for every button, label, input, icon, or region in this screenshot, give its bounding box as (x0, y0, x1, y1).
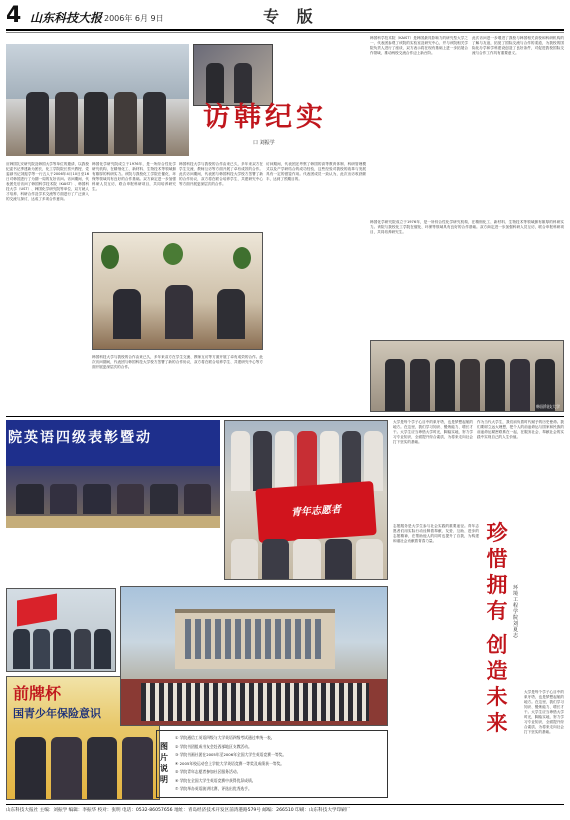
article-korea-col-2: 韩国化学研究院成立于1976年，是一所综合性化学研究机构，在精细化工、新材料、生物技术等领域拥有雄厚的科研实力。该院与我校化工学院在催化、环保等领域具有良好的合作基础。双方商定进一步加强科研人员互访，联合申报科研项目，共同培养研究生。 (92, 162, 176, 191)
article-volunteer-col-2: 作为当代大学生，我们肩负着时代赋予的历史使命。我们要树立远大理想，把个人的前途命运与国家和民族的前途命运紧密联系在一起，在服务社会、奉献社会的实践中实现自己的人生价值。 (477, 420, 564, 439)
volunteer-title-char: 拥 (486, 573, 508, 597)
footer-rule (6, 804, 564, 805)
header-rule-thin (6, 32, 564, 33)
page-footer: 山东科技大报社 主编：刘振学 编辑：李振华 校对：张明 电话：0532-86057656 地址：青岛经济技术开发区前湾港路579号 邮编：266510 印刷：山东科技大学印刷厂 (6, 808, 351, 813)
caption-item: ③ 学院书画社团在2005年至2006年全国大学生英语竞赛一等奖。 (175, 752, 287, 757)
volunteer-title-char: 来 (486, 711, 508, 735)
article-korea-col-3: 韩国科技大学与我校的合作由来已久，多年来双方在学生交流、教师互访等方面开展了卓有成效的合作。此次访问期间，代表团与韩国科技大学校方签署了新的合作协议，双方将在联合培养学生、共建研究中心等方面开展更深层次的合作。 (179, 162, 263, 186)
section-divider (6, 416, 564, 417)
article-korea-title-block (193, 44, 365, 156)
article-volunteer-title (484, 520, 510, 738)
article-volunteer-col-3: 志愿服务是大学生参与社会实践的重要途径。青年志愿者们用实际行动诠释着奉献、友爱、互助、进步的志愿精神，在帮助他人的同时也提升了自我，为构建和谐社会贡献着青春力量。 (393, 524, 479, 543)
volunteer-title-char: 有 (486, 599, 508, 623)
page-number: 4 (6, 3, 22, 28)
article-korea-col-1: 应韩国礼安研究院及韩国大学等单位的邀请，以我校纪委书记季建新为团长，化工学院院长蔡兴教授、党委副书记刘振学等一行五人于2006年4月10日至16日对韩国进行了为期一周的友好访问。访问期间，代表团先后访问了韩国科学技术院（KAIST）、韩国科技大学（UST）、韩国化学研究院等单位，双方就人才培养、科研合作及学术交流等方面进行了广泛深入的交流与探讨，达成了多项合作意向。 (6, 162, 89, 201)
prize-banner-sub: 国青少年保险意识 (13, 707, 101, 720)
article-korea-col-6: 访问期间，代表团还考察了韩国的高等教育体制、科研管理模式以及产学研结合的成功经验，这些经验对我校的改革与发展具有一定的借鉴作用。代表团成员一致认为，此次出访收获颇丰，达到了预期目的。 (266, 162, 366, 181)
volunteer-title-char: 未 (486, 685, 508, 709)
photo-people-row (26, 92, 166, 154)
caption-item: ④ 2005年校运动会上学院大学英语竞赛一等奖及成绩获一等奖。 (175, 760, 285, 766)
masthead: 山东科技大报 (30, 11, 103, 25)
award-banner: 院英语四级表彰暨动 (8, 430, 152, 446)
volunteer-title-char: 造 (486, 659, 508, 683)
photo-lobby-group (370, 340, 564, 412)
caption-item: ① 学院通信工英语四级与大学英语四级考试通过率统一表。 (175, 735, 275, 740)
photo-talks (92, 232, 263, 350)
issue-date: 2006年 6月 9日 (104, 14, 164, 23)
article-volunteer-col-1: 大学是每个学子心目中的象牙塔，也是梦想起航的地方。在这里，我们学习知识、锻炼能力、增长才干。大学生应当珍惜大学时光，脚踏实地，努力学习专业知识，全面提升综合素质，为将来走向社会打下坚实的基础。 (393, 420, 473, 444)
caption-item: ⑤ 学院青年志愿者参加社区服务活动。 (175, 769, 241, 774)
article-korea-author: 口 刘振学 (253, 140, 275, 146)
header-rule (6, 29, 564, 31)
photo-english-award (6, 420, 220, 528)
photo-building (6, 44, 189, 99)
photo-flag-students (6, 588, 116, 672)
caption-item: ⑥ 学院在全国大学生英语竞赛中获得优异成绩。 (175, 777, 256, 783)
article-volunteer-col-4: 大学是每个学子心目中的象牙塔，也是梦想起航的地方。在这里，我们学习知识、锻炼能力、增长才干。大学生应当珍惜大学时光，脚踏实地，努力学习专业知识，全面提升综合素质，为将来走向社会打下坚实的基础。 (524, 690, 564, 734)
article-korea-col-5: 此次访问进一步增进了我校与韩国相关高校和科研机构的了解与友谊，拓宽了国际交流与合作的渠道，为我校的国际化办学和学科建设创造了良好条件，对促进我校国际交流与合作工作具有重要意义。 (472, 36, 564, 55)
volunteer-flag-text: 青年志愿者 (290, 504, 342, 519)
section-title: 专 版 (263, 7, 319, 26)
captions-label: 图片说明 (160, 742, 168, 784)
caption-item: ② 学院书团组成书友会赴西部地区支教活动。 (175, 743, 252, 749)
volunteer-flag (255, 481, 376, 543)
article-korea-col-7: 韩国化学研究院成立于1976年，是一所综合性化学研究机构，在精细化工、新材料、生物技术等领域拥有雄厚的科研实力。该院与我校化工学院在催化、环保等领域具有良好的合作基础。双方商定进一步加强科研人员互访，联合申报科研项目，共同培养研究生。 (370, 220, 564, 234)
photo-caption-lobby: 韩国科技大学 (536, 404, 560, 409)
photo-volunteer-group (224, 420, 388, 580)
page-header (6, 5, 564, 33)
photo-meeting (193, 44, 273, 106)
caption-item: ⑦ 学院举办英语演讲比赛，评选出优秀选手。 (175, 786, 252, 791)
photo-campus-building (120, 586, 388, 726)
volunteer-title-char: 珍 (486, 521, 508, 545)
photo-delegation-group (6, 44, 189, 156)
volunteer-title-char: 创 (486, 633, 508, 657)
photo-captions-box (156, 730, 388, 798)
prize-banner: 前牌杯 (13, 684, 62, 703)
article-korea-col-2b: 韩国科技大学与我校的合作由来已久，多年来双方在学生交流、教师互访等方面开展了卓有成效的合作。此次访问期间，代表团与韩国科技大学校方签署了新的合作协议，双方将在联合培养学生、共建研究中心等方面开展更深层次的合作。 (92, 355, 263, 369)
article-korea-col-4: 韩国科学技术院（KAIST）是韩国最具影响力的研究型大学之一，代表团参观了该院的实验室及研究中心，并与该院相关学院负责人进行了座谈，双方表示将在现有基础上进一步拓展合作领域，推动两校交流合作迈上新台阶。 (370, 36, 468, 55)
article-korea-title: 访韩纪实 (203, 102, 327, 133)
captions-list (175, 734, 385, 794)
volunteer-title-char: 惜 (486, 547, 508, 571)
article-volunteer-byline: 环境工程 学院 刘 夏 志 (513, 585, 519, 639)
